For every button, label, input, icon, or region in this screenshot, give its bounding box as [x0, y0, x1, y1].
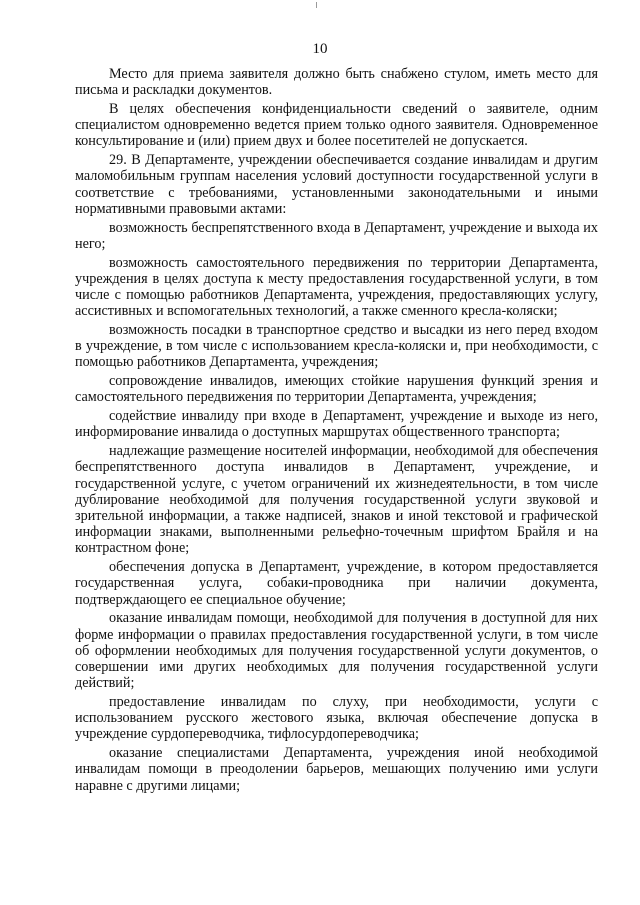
page-number: 10: [312, 41, 328, 57]
document-body: [75, 66, 598, 796]
paragraph-guide-dog: обеспечения допуска в Департамент, учреждение, в котором предоставляется государственная услуга, собаки-проводника при наличии документа, подтверждающего ее специальное обучение;: [75, 559, 598, 608]
paragraph-information-placement: надлежащие размещение носителей информации, необходимой для обеспечения беспрепятственного доступа инвалидов в Департамент, учреждение, и государственной услуге, с учетом ограничений их жизнедеятельности, в том числе дублирование необходимой для получения государственной услуги звуковой и зрительной информации, а также надписей, знаков и иной текстовой и графической информации знаками, выполненными рельефно-точечным шрифтом Брайля и на контрастном фоне;: [75, 443, 598, 557]
paragraph-entry-assistance: содействие инвалиду при входе в Департамент, учреждение и выходе из него, информирование инвалида о доступных маршрутах общественного транспорта;: [75, 408, 598, 441]
paragraph-transport-boarding: возможность посадки в транспортное средство и высадки из него перед входом в учреждение, в том числе с использованием кресла-коляски и, при необходимости, с помощью работников Департамента, учреждения;: [75, 322, 598, 371]
paragraph-barrier-assistance: оказание специалистами Департамента, учреждения иной необходимой инвалидам помощи в преодолении барьеров, мешающих получению ими услуги наравне с другими лицами;: [75, 745, 598, 794]
paragraph-sign-language: предоставление инвалидам по слуху, при необходимости, услуги с использованием русского жестового языка, включая обеспечение допуска в учреждение сурдопереводчика, тифлосурдопереводчика;: [75, 694, 598, 743]
paragraph-information-help: оказание инвалидам помощи, необходимой для получения в доступной для них форме информации о правилах предоставления государственной услуги, в том числе об оформлении необходимых для получения государственной услуги документов, о совершении ими других необходимых для получения государственной услуги действий;: [75, 610, 598, 692]
paragraph-escort: сопровождение инвалидов, имеющих стойкие нарушения функций зрения и самостоятельного передвижения по территории Департамента, учреждения;: [75, 373, 598, 406]
paragraph-entrance-access: возможность беспрепятственного входа в Департамент, учреждение и выхода их него;: [75, 219, 598, 252]
scan-mark: [316, 2, 317, 8]
paragraph-confidentiality: В целях обеспечения конфиденциальности сведений о заявителе, одним специалистом одновременно ведется прием только одного заявителя. Одновременное консультирование и (или) прием двух и более посетителей не допускается.: [75, 101, 598, 150]
paragraph-independent-movement: возможность самостоятельного передвижения по территории Департамента, учреждения в целях доступа к месту предоставления государственной услуги, в том числе с помощью работников Департамента, учреждения, предоставляющих услугу, ассистивных и вспомогательных технологий, а также сменного кресла-коляски;: [75, 254, 598, 320]
paragraph-workplace: Место для приема заявителя должно быть снабжено стулом, иметь место для письма и раскладки документов.: [75, 66, 598, 99]
paragraph-item-29: 29. В Департаменте, учреждении обеспечивается создание инвалидам и другим маломобильным группам населения условий доступности государственной услуги в соответствие с требованиями, установленными законодательными и иными нормативными правовыми актами:: [75, 152, 598, 217]
